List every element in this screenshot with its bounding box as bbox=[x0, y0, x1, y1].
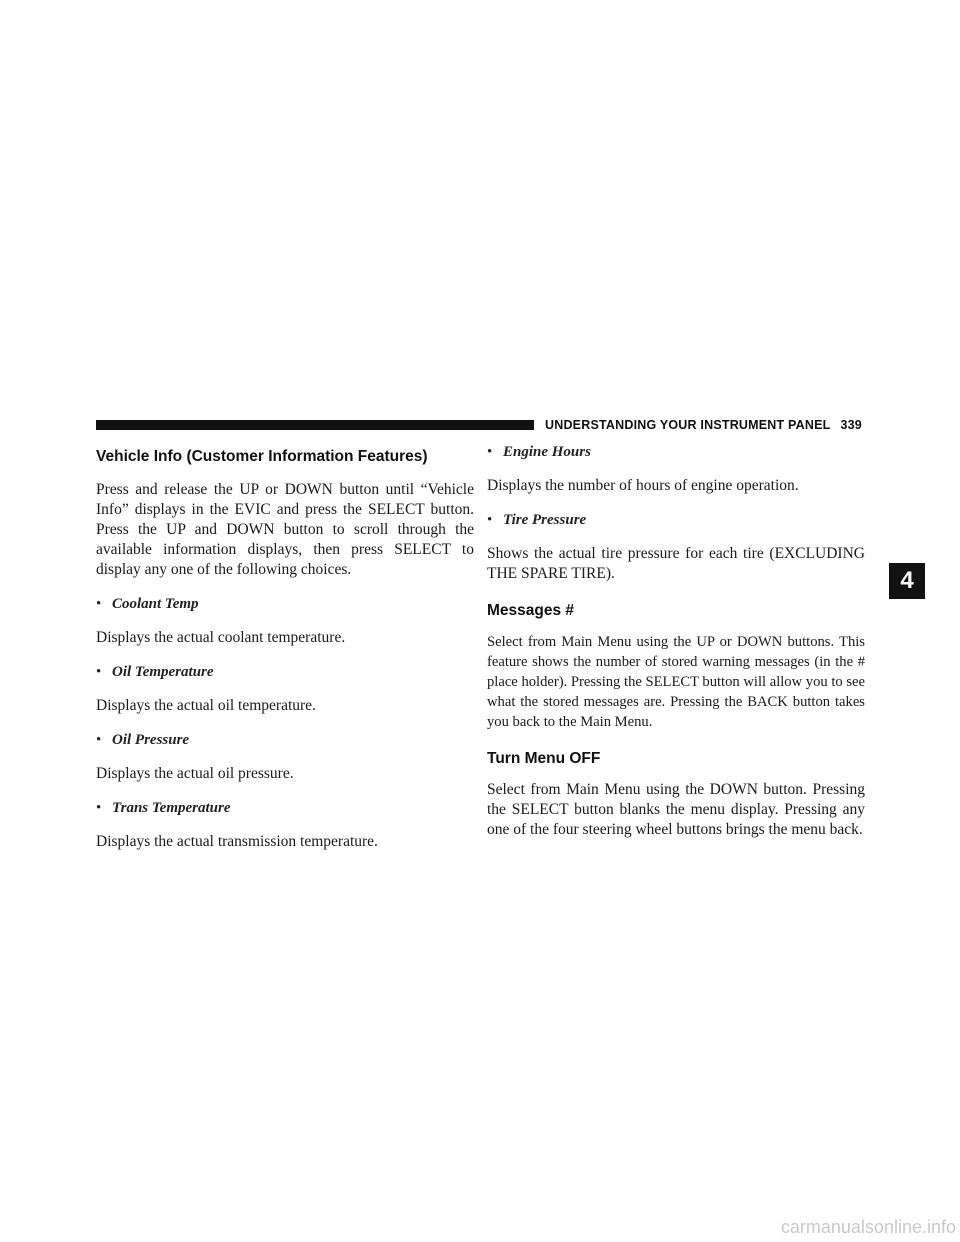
list-item-description: Shows the actual tire pressure for each tire (EXCLUDING THE SPARE TIRE). bbox=[487, 545, 865, 582]
list-item-description: Displays the actual transmission temperature. bbox=[96, 833, 378, 850]
intro-paragraph: Press and release the UP or DOWN button until “Vehicle Info” displays in the EVIC and press the SELECT button. Press the UP and DOWN button to scroll through the available information displays, then press SELECT to display any one of the following choices. bbox=[96, 481, 474, 578]
watermark: carmanualsonline.info bbox=[780, 1217, 956, 1237]
section-heading-vehicle-info: Vehicle Info (Customer Information Features) bbox=[96, 448, 428, 465]
bullet-icon: • bbox=[96, 596, 102, 612]
turn-menu-off-paragraph: Select from Main Menu using the DOWN button. Pressing the SELECT button blanks the menu display. Pressing any one of the four steering wheel buttons brings the menu back. bbox=[487, 781, 865, 838]
list-item-description: Displays the actual oil temperature. bbox=[96, 697, 316, 714]
messages-paragraph: Select from Main Menu using the UP or DOWN buttons. This feature shows the number of stored warning messages (in the # place holder). Pressing the SELECT button will allow you to see what the stored messages are. Pressing the BACK button takes you back to the Main Menu. bbox=[487, 634, 865, 730]
bullet-icon: • bbox=[487, 512, 493, 528]
section-heading-messages: Messages # bbox=[487, 602, 575, 619]
list-item-title: • Tire Pressure bbox=[487, 512, 587, 528]
bullet-icon: • bbox=[96, 800, 102, 816]
list-item-title: • Trans Temperature bbox=[96, 800, 231, 816]
list-item-description: Displays the actual oil pressure. bbox=[96, 765, 294, 782]
section-title: UNDERSTANDING YOUR INSTRUMENT PANEL bbox=[545, 418, 831, 432]
list-item-title: • Engine Hours bbox=[487, 444, 591, 460]
header-rule bbox=[96, 420, 534, 430]
running-header bbox=[545, 418, 862, 432]
bullet-icon: • bbox=[96, 664, 102, 680]
section-heading-turn-menu-off: Turn Menu OFF bbox=[487, 750, 601, 767]
bullet-icon: • bbox=[96, 732, 102, 748]
left-column bbox=[96, 440, 474, 852]
list-item-title: • Oil Temperature bbox=[96, 664, 214, 680]
chapter-tab: 4 bbox=[889, 563, 925, 599]
bullet-icon: • bbox=[487, 444, 493, 460]
list-item-description: Displays the actual coolant temperature. bbox=[96, 629, 346, 646]
list-item-title: • Coolant Temp bbox=[96, 596, 199, 612]
page-number: 339 bbox=[840, 418, 862, 432]
list-item-description: Displays the number of hours of engine operation. bbox=[487, 477, 799, 494]
right-column bbox=[487, 440, 865, 840]
list-item-title: • Oil Pressure bbox=[96, 732, 190, 748]
